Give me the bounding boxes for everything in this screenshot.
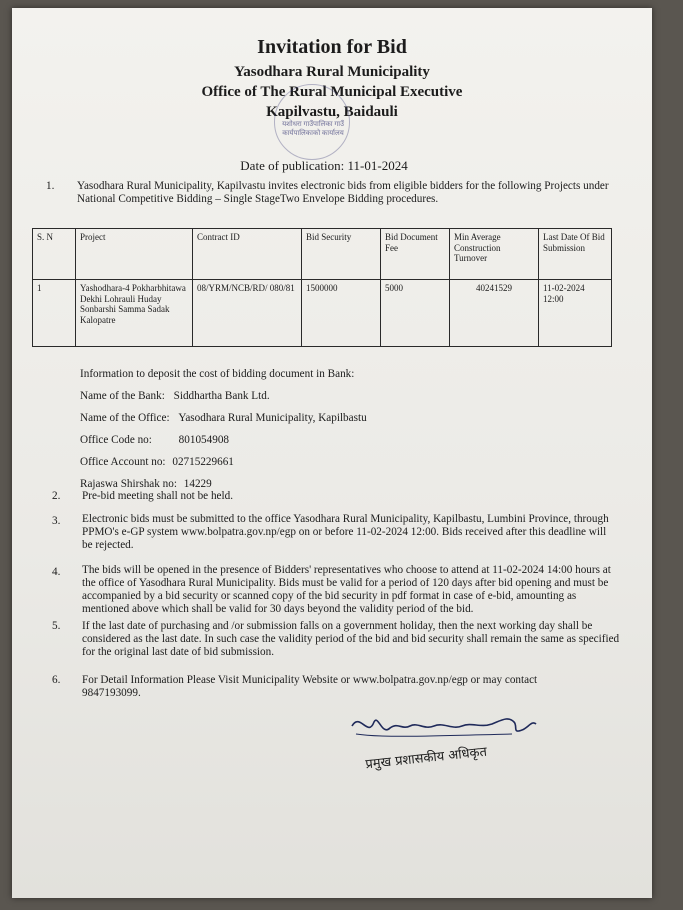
item-number: 2. — [52, 490, 61, 502]
header-bid-security: Bid Security — [302, 229, 381, 280]
intro-paragraph: Yasodhara Rural Municipality, Kapilvastu invites electronic bids from eligible bidders for the following Projects under National Competitive Bidding – Single StageTwo Envelope Bidding procedures. — [77, 180, 609, 205]
office-account-row — [80, 456, 234, 468]
item-text: If the last date of purchasing and /or submission falls on a government holiday, then the next working day shall be considered as the last date. In such case the validity period of the bid and bid security shall remain the same as specified for the original last date of bid submission. — [82, 620, 620, 658]
cell-turnover: 40241529 — [450, 280, 539, 347]
publication-date: Date of publication: 11-01-2024 — [240, 158, 408, 173]
item-text: Electronic bids must be submitted to the office Yasodhara Rural Municipality, Kapilbastu, Lumbini Province, through PPMO's e-GP system www.bolpatra.gov.np/egp on or before 11-02-2024 12:00. Bids received after this deadline will be rejected. — [82, 513, 609, 551]
cell-project: Yashodhara-4 Pokharbhitawa Dekhi Lohrauli Huday Sonbarshi Samma Sadak Kalopatre — [76, 280, 193, 347]
header-contract-id: Contract ID — [193, 229, 302, 280]
cell-sn: 1 — [33, 280, 76, 347]
header-turnover: Min Average Construction Turnover — [450, 229, 539, 280]
item-text: The bids will be opened in the presence of Bidders' representatives who choose to attend at 11-02-2024 14:00 hours at the office of Yasodhara Rural Municipality. Bids must be valid for a period of 120 days after bid opening and must be accompanied by a bid security or scanned copy of the bid security in pdf format in case of e-bid, amounting as mentioned above which shall be valid for 30 days beyond the validity period of the bid. — [82, 564, 611, 615]
table-row — [33, 280, 612, 347]
rajaswa-value: 14229 — [183, 478, 212, 490]
stamp-text: यशोधरा गाउँपालिका गाउँ कार्यपालिकाको कार्यालय — [282, 120, 344, 137]
item-text: Pre-bid meeting shall not be held. — [82, 490, 233, 502]
office-code-row — [80, 434, 229, 446]
item-number: 4. — [52, 566, 61, 578]
cell-document-fee: 5000 — [381, 280, 450, 347]
signature-image — [342, 708, 542, 748]
header-document-fee: Bid Document Fee — [381, 229, 450, 280]
bank-info-intro: Information to deposit the cost of bidding document in Bank: — [80, 368, 355, 380]
document-title: Invitation for Bid — [257, 36, 407, 58]
header-project: Project — [76, 229, 193, 280]
item-number: 1. — [46, 180, 55, 192]
municipality-name: Yasodhara Rural Municipality — [234, 64, 430, 80]
office-code-label: Office Code no: — [80, 434, 152, 446]
office-name-label: Name of the Office: — [80, 412, 170, 424]
bank-name-label: Name of the Bank: — [80, 390, 165, 402]
document-page — [12, 8, 652, 898]
cell-bid-security: 1500000 — [302, 280, 381, 347]
office-name: Office of The Rural Municipal Executive — [201, 84, 463, 100]
bank-name-row — [80, 390, 270, 402]
office-code-value: 801054908 — [178, 434, 230, 446]
office-name-value: Yasodhara Rural Municipality, Kapilbastu — [178, 412, 367, 424]
item-number: 6. — [52, 674, 61, 686]
office-account-label: Office Account no: — [80, 456, 166, 468]
office-account-value: 02715229661 — [172, 456, 234, 468]
header-last-date: Last Date Of Bid Submission — [539, 229, 612, 280]
office-name-row — [80, 412, 367, 424]
item-number: 5. — [52, 620, 61, 632]
signatory-designation: प्रमुख प्रशासकीय अधिकृत — [364, 744, 488, 773]
cell-last-date: 11-02-2024 12:00 — [539, 280, 612, 347]
rajaswa-label: Rajaswa Shirshak no: — [80, 478, 177, 490]
rajaswa-row — [80, 478, 212, 490]
bid-table — [32, 228, 612, 347]
bank-name-value: Siddhartha Bank Ltd. — [173, 390, 270, 402]
office-location: Kapilvastu, Baidauli — [266, 104, 398, 120]
header-sn: S. N — [33, 229, 76, 280]
item-text: For Detail Information Please Visit Municipality Website or www.bolpatra.gov.np/egp or may contact 9847193099. — [82, 674, 538, 699]
cell-contract-id: 08/YRM/NCB/RD/ 080/81 — [193, 280, 302, 347]
item-number: 3. — [52, 515, 61, 527]
table-header-row — [33, 229, 612, 280]
